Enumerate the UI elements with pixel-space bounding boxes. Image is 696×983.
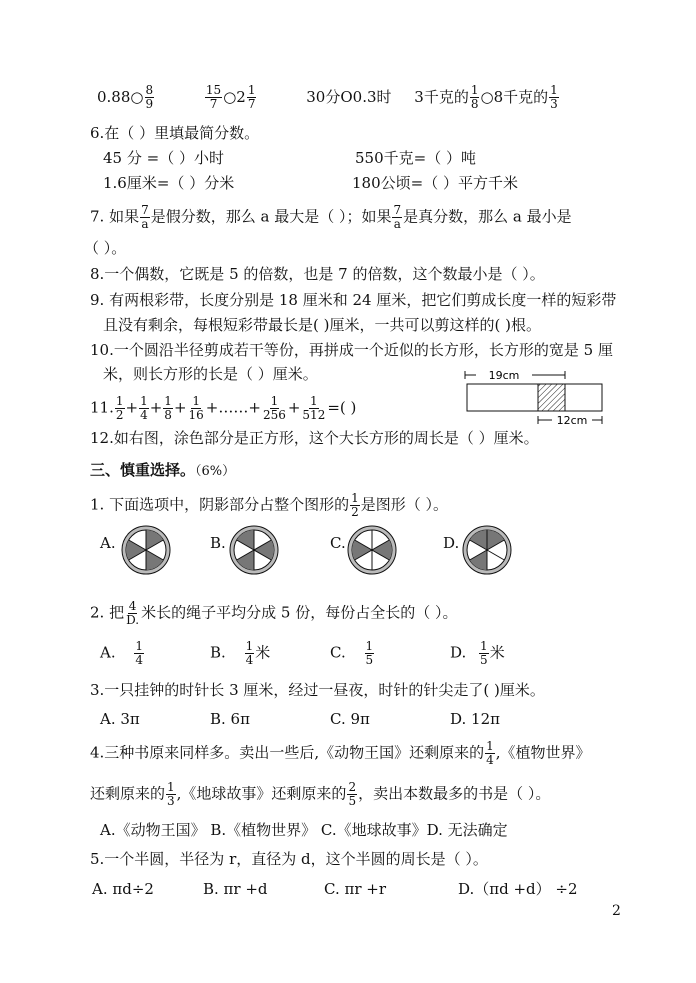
q12: 12.如右图，涂色部分是正方形，这个大长方形的周长是（ ）厘米。 <box>90 429 539 447</box>
q8: 8.一个偶数，它既是 5 的倍数，也是 7 的倍数，这个数最小是（ ）。 <box>90 265 545 283</box>
fraction: $\frac{1}{512}$ <box>302 394 326 422</box>
fraction: $\frac{1}{2}$ <box>115 394 124 422</box>
option-b-label[interactable]: B. <box>210 534 226 552</box>
compare-b: $\frac{15}{7}$ ○2 $\frac{1}{7}$ <box>205 83 256 111</box>
circle-option-a[interactable] <box>120 524 172 576</box>
fraction: $\frac{7}{a}$ <box>393 203 402 231</box>
fraction: $\frac{1}{4}$ <box>245 639 254 667</box>
compare-d: 3千克的 $\frac{1}{8}$ ○8千克的 $\frac{1}{3}$ <box>414 83 558 111</box>
q6-b: 550千克=（ ）吨 <box>355 149 476 167</box>
fraction: $\frac{1}{256}$ <box>262 394 286 422</box>
q10-line1: 10.一个圆沿半径剪成若干等份，再拼成一个近似的长方形，长方形的宽是 5 厘 <box>90 341 613 359</box>
choice-q4-line1: 4.三种书原来同样多。卖出一些后,《动物王国》还剩原来的 $\frac{1}{4}$ ,《植物世界》 <box>90 739 591 767</box>
fraction: $\frac{1}{5}$ <box>480 639 488 667</box>
q2-option-d[interactable]: D. $\frac{1}{5}$ 米 <box>450 639 505 667</box>
circle-option-b[interactable] <box>228 524 280 576</box>
q3-option-c[interactable]: C. 9π <box>330 710 370 728</box>
option-a-label[interactable]: A. <box>100 534 116 552</box>
fraction: $\frac{1}{4}$ <box>135 639 144 667</box>
q6-a: 45 分 =（ ）小时 <box>103 149 224 167</box>
q11: 11. $\frac{1}{2}$ + $\frac{1}{4}$ + $\frac{1}{8}$ + $\frac{1}{16}$ +……+ $\frac{1}{256}$ + $\frac{1}{512}$ =( ) <box>90 394 357 422</box>
fraction: $\frac{1}{3}$ <box>550 83 558 111</box>
fraction: $\frac{1}{4}$ <box>486 739 494 767</box>
compare-a: 0.88○ $\frac{8}{9}$ <box>97 83 154 111</box>
fraction: $\frac{15}{7}$ <box>205 83 222 111</box>
section-title: 三、慎重选择。（6%） <box>90 461 236 479</box>
q5-option-b[interactable]: B. πr +d <box>203 880 268 898</box>
fraction: $\frac{8}{9}$ <box>145 83 154 111</box>
fraction: $\frac{1}{3}$ <box>167 780 175 808</box>
fraction: $\frac{1}{8}$ <box>164 394 172 422</box>
q9-line2: 且没有剩余，每根短彩带最长是( )厘米，一共可以剪这样的( )根。 <box>103 316 541 334</box>
q3-option-a[interactable]: A. 3π <box>100 710 140 728</box>
q6-title: 6.在（ ）里填最简分数。 <box>90 124 260 142</box>
q2-option-b[interactable]: B. $\frac{1}{4}$ 米 <box>210 639 271 667</box>
fraction: $\frac{4}{D.}$ <box>126 599 140 627</box>
fraction: $\frac{1}{7}$ <box>247 83 256 111</box>
rectangle-figure <box>462 366 610 426</box>
fraction: $\frac{7}{a}$ <box>141 203 149 231</box>
q7-line2: （ ）。 <box>84 239 127 257</box>
fraction: $\frac{1}{5}$ <box>365 639 374 667</box>
q3-option-d[interactable]: D. 12π <box>450 710 500 728</box>
choice-q5: 5.一个半圆，半径为 r，直径为 d，这个半圆的周长是（ ）。 <box>90 850 488 868</box>
q5-option-c[interactable]: C. πr +r <box>324 880 387 898</box>
q6-d: 180公顷=（ ）平方千米 <box>352 174 518 192</box>
fraction: $\frac{2}{5}$ <box>348 780 357 808</box>
fraction: $\frac{1}{2}$ <box>351 491 359 519</box>
fraction: $\frac{1}{16}$ <box>188 394 204 422</box>
q2-option-a[interactable]: A. $\frac{1}{4}$ <box>100 639 144 667</box>
choice-q2: 2. 把 $\frac{4}{D.}$ 米长的绳子平均分成 5 份，每份占全长的（ ）。 <box>90 599 458 627</box>
q5-option-a[interactable]: A. πd÷2 <box>92 880 154 898</box>
q7-line1: 7. 如果 $\frac{7}{a}$ 是假分数，那么 a 最大是（ ）；如果 $\frac{7}{a}$ 是真分数，那么 a 最小是 <box>90 203 572 231</box>
q9-line1: 9. 有两根彩带，长度分别是 18 厘米和 24 厘米，把它们剪成长度一样的短彩带 <box>90 291 617 309</box>
q6-c: 1.6厘米=（ ）分米 <box>103 174 235 192</box>
q10-line2: 米，则长方形的长是（ ）厘米。 <box>103 365 318 383</box>
circle-option-c[interactable] <box>346 524 398 576</box>
compare-c: 30分O0.3时 <box>306 87 392 106</box>
q2-option-c[interactable]: C. $\frac{1}{5}$ <box>330 639 374 667</box>
choice-q4-line2: 还剩原来的 $\frac{1}{3}$ ,《地球故事》还剩原来的 $\frac{2}{5}$ ，卖出本数最多的书是（ ）。 <box>90 780 551 808</box>
page-number: 2 <box>612 903 621 919</box>
fraction: $\frac{1}{4}$ <box>140 394 148 422</box>
q5-option-d[interactable]: D.（πd +d） ÷2 <box>458 880 578 898</box>
big-rectangle <box>467 384 602 411</box>
compare-row <box>97 84 560 111</box>
q4-options[interactable]: A.《动物王国》 B.《植物世界》 C.《地球故事》D. 无法确定 <box>100 821 508 839</box>
circle-option-d[interactable] <box>461 524 513 576</box>
choice-q1: 1. 下面选项中，阴影部分占整个图形的 $\frac{1}{2}$ 是图形（ ）。 <box>90 491 449 519</box>
label-12cm: 12cm <box>556 414 588 426</box>
q3-option-b[interactable]: B. 6π <box>210 710 250 728</box>
shaded-square <box>538 384 565 411</box>
fraction: $\frac{1}{8}$ <box>470 83 479 111</box>
option-d-label[interactable]: D. <box>443 534 460 552</box>
label-19cm: 19cm <box>488 369 520 382</box>
option-c-label[interactable]: C. <box>330 534 346 552</box>
choice-q3: 3.一只挂钟的时针长 3 厘米，经过一昼夜，时针的针尖走了( )厘米。 <box>90 681 545 699</box>
